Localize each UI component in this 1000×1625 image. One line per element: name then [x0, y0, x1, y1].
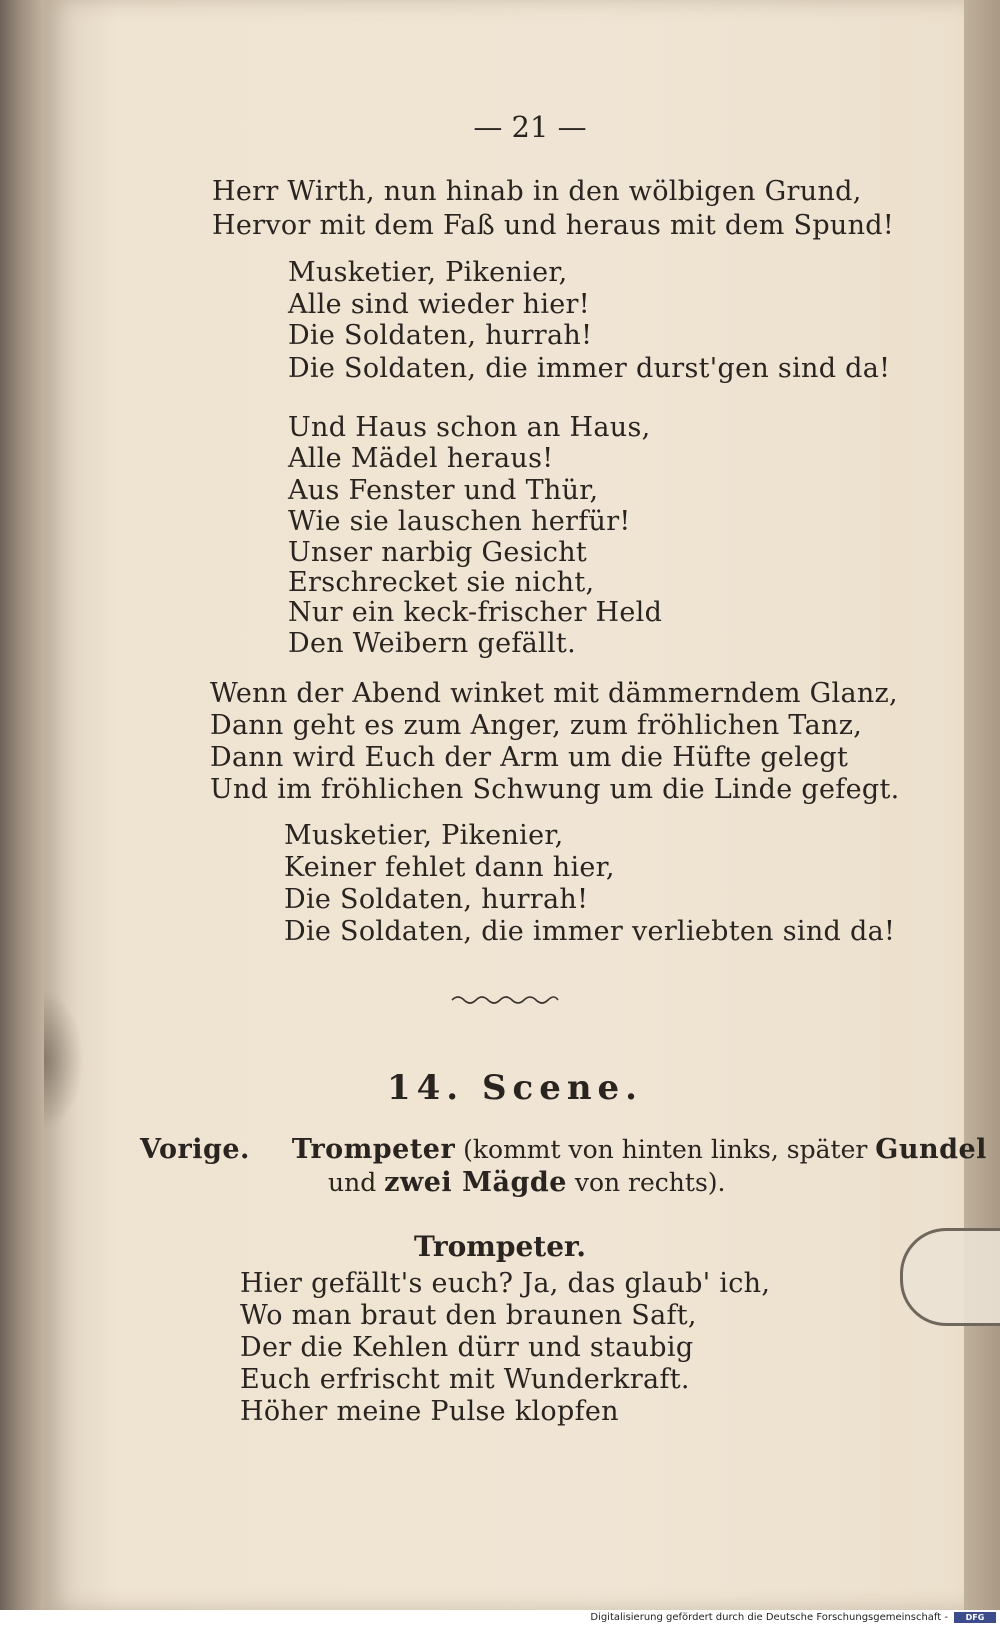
chorus1-line-4: Die Soldaten, die immer durst'gen sind da!: [288, 353, 891, 384]
stage-direction-line-2: [328, 1167, 725, 1199]
ornamental-divider: [450, 992, 560, 1008]
stanza2-line-4: Wie sie lauschen herfür!: [288, 506, 631, 537]
chorus2-line-2: Keiner fehlet dann hier,: [284, 852, 615, 883]
stage-direction-line-1: [140, 1134, 987, 1166]
chorus1-line-1: Musketier, Pikenier,: [288, 257, 568, 288]
page-number: — 21 —: [473, 110, 587, 144]
stage-text-2: von rechts).: [566, 1168, 726, 1197]
stage-text-1: (kommt von hinten links, später: [455, 1135, 876, 1164]
verse3-line-2: Dann geht es zum Anger, zum fröhlichen Tanz,: [210, 710, 863, 741]
verse4-line-3: Der die Kehlen dürr und staubig: [240, 1332, 694, 1363]
stage-und: und: [328, 1168, 385, 1197]
stage-trompeter: Trompeter: [291, 1134, 456, 1165]
scene-heading: 14. Scene.: [386, 1068, 644, 1108]
verse4-line-5: Höher meine Pulse klopfen: [240, 1396, 619, 1427]
stanza2-line-5: Unser narbig Gesicht: [288, 537, 588, 568]
stanza2-line-7: Nur ein keck-frischer Held: [288, 597, 663, 628]
chorus2-line-4: Die Soldaten, die immer verliebten sind da!: [284, 916, 896, 947]
digitization-footer: [0, 1610, 1000, 1625]
chorus1-line-2: Alle sind wieder hier!: [288, 289, 590, 320]
stanza2-line-3: Aus Fenster und Thür,: [288, 475, 599, 506]
stage-vorige: Vorige.: [140, 1134, 250, 1165]
footer-credit: Digitalisierung gefördert durch die Deutsche Forschungsgemeinschaft -: [590, 1612, 948, 1623]
verse3-line-3: Dann wird Euch der Arm um die Hüfte gelegt: [210, 742, 849, 773]
verse4-line-4: Euch erfrischt mit Wunderkraft.: [240, 1364, 690, 1395]
stage-maegde: zwei Mägde: [384, 1167, 567, 1198]
stanza2-line-2: Alle Mädel heraus!: [288, 443, 554, 474]
verse3-line-1: Wenn der Abend winket mit dämmerndem Glanz,: [210, 678, 898, 709]
speaker-name: Trompeter.: [414, 1230, 586, 1263]
chorus2-line-3: Die Soldaten, hurrah!: [284, 884, 589, 915]
verse1-line-1: Herr Wirth, nun hinab in den wölbigen Grund,: [212, 176, 862, 207]
page-edge: [964, 0, 1000, 1610]
chorus2-line-1: Musketier, Pikenier,: [284, 820, 564, 851]
chorus1-line-3: Die Soldaten, hurrah!: [288, 320, 593, 351]
verse1-line-2: Hervor mit dem Faß und heraus mit dem Spund!: [212, 210, 895, 241]
stanza2-line-1: Und Haus schon an Haus,: [288, 412, 651, 443]
stanza2-line-8: Den Weibern gefällt.: [288, 628, 576, 659]
stage-gundel: Gundel: [875, 1134, 987, 1165]
verse4-line-1: Hier gefällt's euch? Ja, das glaub' ich,: [240, 1268, 771, 1299]
verse3-line-4: Und im fröhlichen Schwung um die Linde gefegt.: [210, 774, 900, 805]
dfg-logo: DFG: [954, 1612, 996, 1623]
stanza2-line-6: Erschrecket sie nicht,: [288, 567, 595, 598]
verse4-line-2: Wo man braut den braunen Saft,: [240, 1300, 697, 1331]
